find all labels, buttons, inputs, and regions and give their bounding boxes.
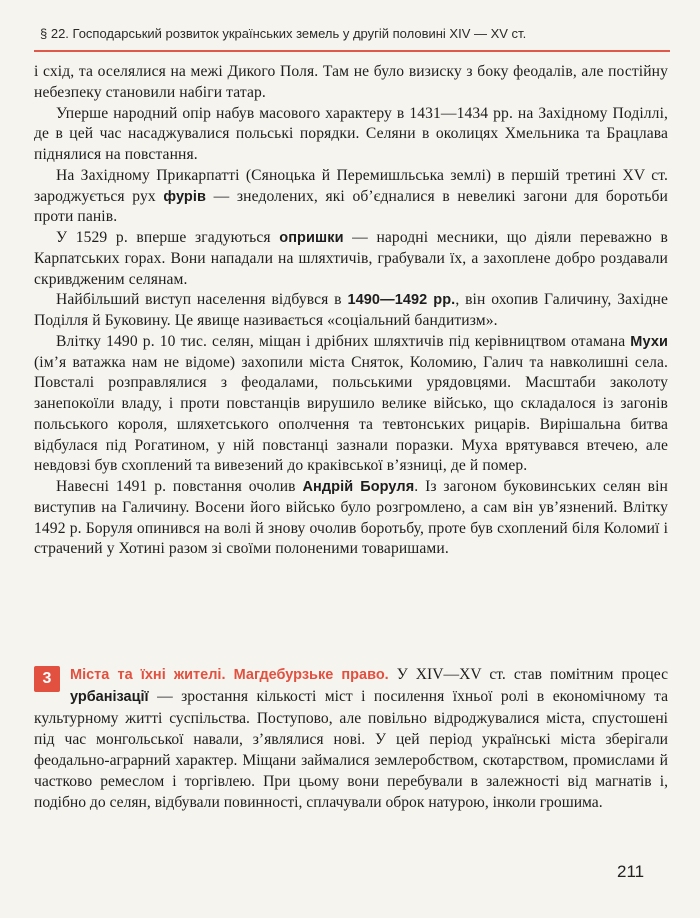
term-mukha: Мухи: [630, 333, 668, 350]
section-number-badge: 3: [34, 666, 60, 692]
paragraph-5-text-a: Найбільший виступ населення відбувся в: [56, 291, 348, 309]
paragraph-4: [34, 228, 668, 290]
section-title: Міста та їхні жителі. Магдебурзьке право.: [70, 667, 389, 683]
paragraph-4-text-a: У 1529 р. вперше згадуються: [56, 229, 280, 246]
paragraph-6-text-b: (ім’я ватажка нам не відоме) захопили міста Сняток, Коломию, Галич та навколишні села. Повсталі розправлялися з феодалами, польськими урядовцями. Масштаби заколоту занепокоїли владу, і проти повстанців вирушило велике військо, що складалося із загонів польського короля, шляхетського ополчення та тевтонських рицарів. Вирішальна битва відбулася під Рогатином, у ній повстанці зазнали поразки. Муха врятувався втечею, але невдовзі був схоплений та вивезений до краківської в’язниці, де й помер.: [34, 353, 668, 475]
section-3-text-a: У XIV—XV ст. став помітним процес: [388, 666, 669, 683]
paragraph-6: [34, 332, 668, 477]
term-borulia: Андрій Боруля: [302, 479, 415, 495]
paragraph-1: і схід, та оселялися на межі Дикого Поля. Там не було визиску з боку феодалів, але постійну небезпеку становили набіги татар.: [34, 63, 668, 101]
term-fury: фурів: [163, 188, 207, 205]
paragraph-6-text-a: Влітку 1490 р. 10 тис. селян, міщан і дрібних шляхтичів під керівництвом отамана: [56, 332, 631, 350]
paragraph-5-text-b: , він охопив Галичину, Західне Поділля й Буковину. Це явище називається «соціальний бандитизм».: [34, 291, 668, 329]
paragraph-3: [34, 166, 668, 228]
running-header: § 22. Господарський розвиток українських земель у другій половині XIV — XV ст.: [40, 26, 527, 41]
paragraph-7: [34, 477, 668, 560]
paragraph-5: [34, 290, 668, 332]
section-3-paragraph: [34, 664, 668, 813]
main-text: [34, 62, 668, 560]
paragraph-3-text-b: — знедолених, які об’єдналися в невеликі загони для боротьби проти панів.: [34, 187, 669, 226]
term-urbanization: урбанізації: [70, 689, 149, 705]
section-3-text-b: — зростання кількості міст і посилення їхньої ролі в економічному та культурному житті суспільства. Поступово, але повільно відроджувалися міста, спустошені під час монгольської навали, з’являлися нові. У цей період українські міста зберігали феодально-аграрний характер. Міщани займалися землеробством, скотарством, промислами й частково ремеслом і торгівлею. При цьому вони перебували в залежності від магнатів і, подібно до селян, відбували повинності, сплачували оброк натурою, інколи грошима.: [34, 688, 668, 811]
paragraph-4-text-b: — народні месники, що діяли переважно в Карпатських горах. Вони нападали на шляхтичів, грабували їх, а захоплене добро роздавали скривдженим селянам.: [34, 229, 668, 288]
paragraph-2: Уперше народний опір набув масового характеру в 1431—1434 рр. на Західному Поділлі, де в цей час насаджувалися польські порядки. Селяни в околицях Хмельника та Брацлава піднялися на повстання.: [34, 104, 668, 163]
term-dates: 1490—1492 рр.: [347, 292, 456, 309]
header-rule: [34, 50, 670, 52]
term-opryshky: опришки: [279, 230, 344, 246]
paragraph-3-text-a: На Західному Прикарпатті (Сяноцька й Перемишльська землі) в першій третині XV ст. зароджується рух: [34, 166, 668, 205]
page-number: 211: [617, 862, 645, 881]
section-3: [34, 664, 668, 813]
paragraph-7-text-a: Навесні 1491 р. повстання очолив: [56, 478, 303, 495]
paragraph-7-text-b: . Із загоном буковинських селян він виступив на Галичину. Восени його військо було розгромлено, а сам він ув’язнений. Влітку 1492 р. Боруля опинився на волі й знову очолив боротьбу, проте був схоплений біля Коломиї і страчений у Хотині разом зі своїми полоненими товаришами.: [34, 478, 668, 558]
